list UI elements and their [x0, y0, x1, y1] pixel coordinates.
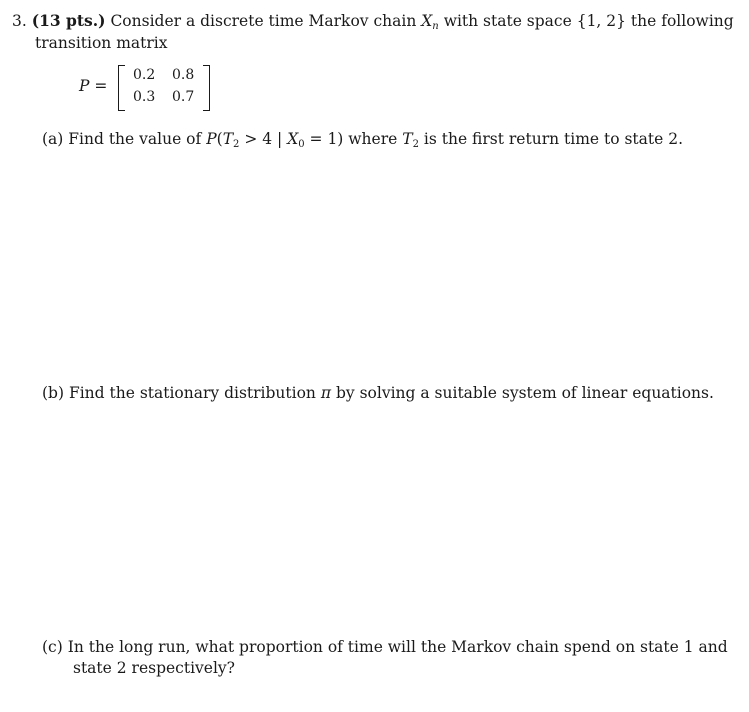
- part-a: [42, 130, 683, 148]
- matrix-right-bracket: [203, 65, 210, 111]
- part-a-prob: P: [206, 130, 217, 148]
- part-a-T2-sub: 2: [412, 139, 419, 150]
- part-a-X: X: [287, 130, 299, 148]
- matrix-label-group: [79, 77, 107, 95]
- part-b-pi: π: [320, 384, 332, 402]
- part-a-where: = 1) where: [304, 130, 398, 148]
- part-c-line2: state 2 respectively?: [73, 659, 235, 677]
- part-a-X-sub: 0: [298, 139, 305, 150]
- part-a-tail: is the first return time to state 2.: [423, 130, 684, 148]
- part-c: [42, 638, 728, 656]
- part-b-tail: by solving a suitable system of linear equations.: [335, 384, 714, 402]
- problem-number: 3.: [12, 12, 27, 30]
- matrix-cell-2-2: 0.7: [172, 89, 195, 105]
- chain-variable: X: [421, 12, 433, 30]
- problem-points: (13 pts.): [31, 11, 106, 30]
- matrix-left-bracket: [118, 65, 125, 111]
- part-a-text: Find the value of: [68, 130, 202, 148]
- part-c-label: (c): [42, 638, 63, 656]
- matrix-equals: =: [94, 77, 108, 95]
- part-a-gt: > 4 |: [239, 130, 288, 148]
- part-a-T2: T: [402, 130, 413, 148]
- matrix-cell-2-1: 0.3: [133, 89, 156, 105]
- part-c-line1: In the long run, what proportion of time will the Markov chain spend on state 1 and: [67, 638, 728, 656]
- part-a-T-sub: 2: [233, 139, 240, 150]
- part-a-paren: (: [216, 130, 223, 148]
- problem-header: [12, 11, 734, 30]
- transition-matrix: [118, 65, 210, 110]
- part-b-text: Find the stationary distribution: [68, 384, 316, 402]
- part-b-label: (b): [42, 384, 65, 402]
- matrix-cell-1-1: 0.2: [133, 67, 156, 83]
- part-b: [42, 384, 714, 402]
- problem-intro-b: with state space {1, 2} the following: [443, 12, 734, 30]
- matrix-cell-1-2: 0.8: [172, 67, 195, 83]
- problem-intro-a: Consider a discrete time Markov chain: [110, 12, 417, 30]
- problem-intro-line2: transition matrix: [35, 34, 168, 52]
- chain-subscript: n: [432, 21, 439, 32]
- matrix-label: P: [79, 77, 90, 95]
- part-a-label: (a): [42, 130, 64, 148]
- part-a-T: T: [222, 130, 234, 148]
